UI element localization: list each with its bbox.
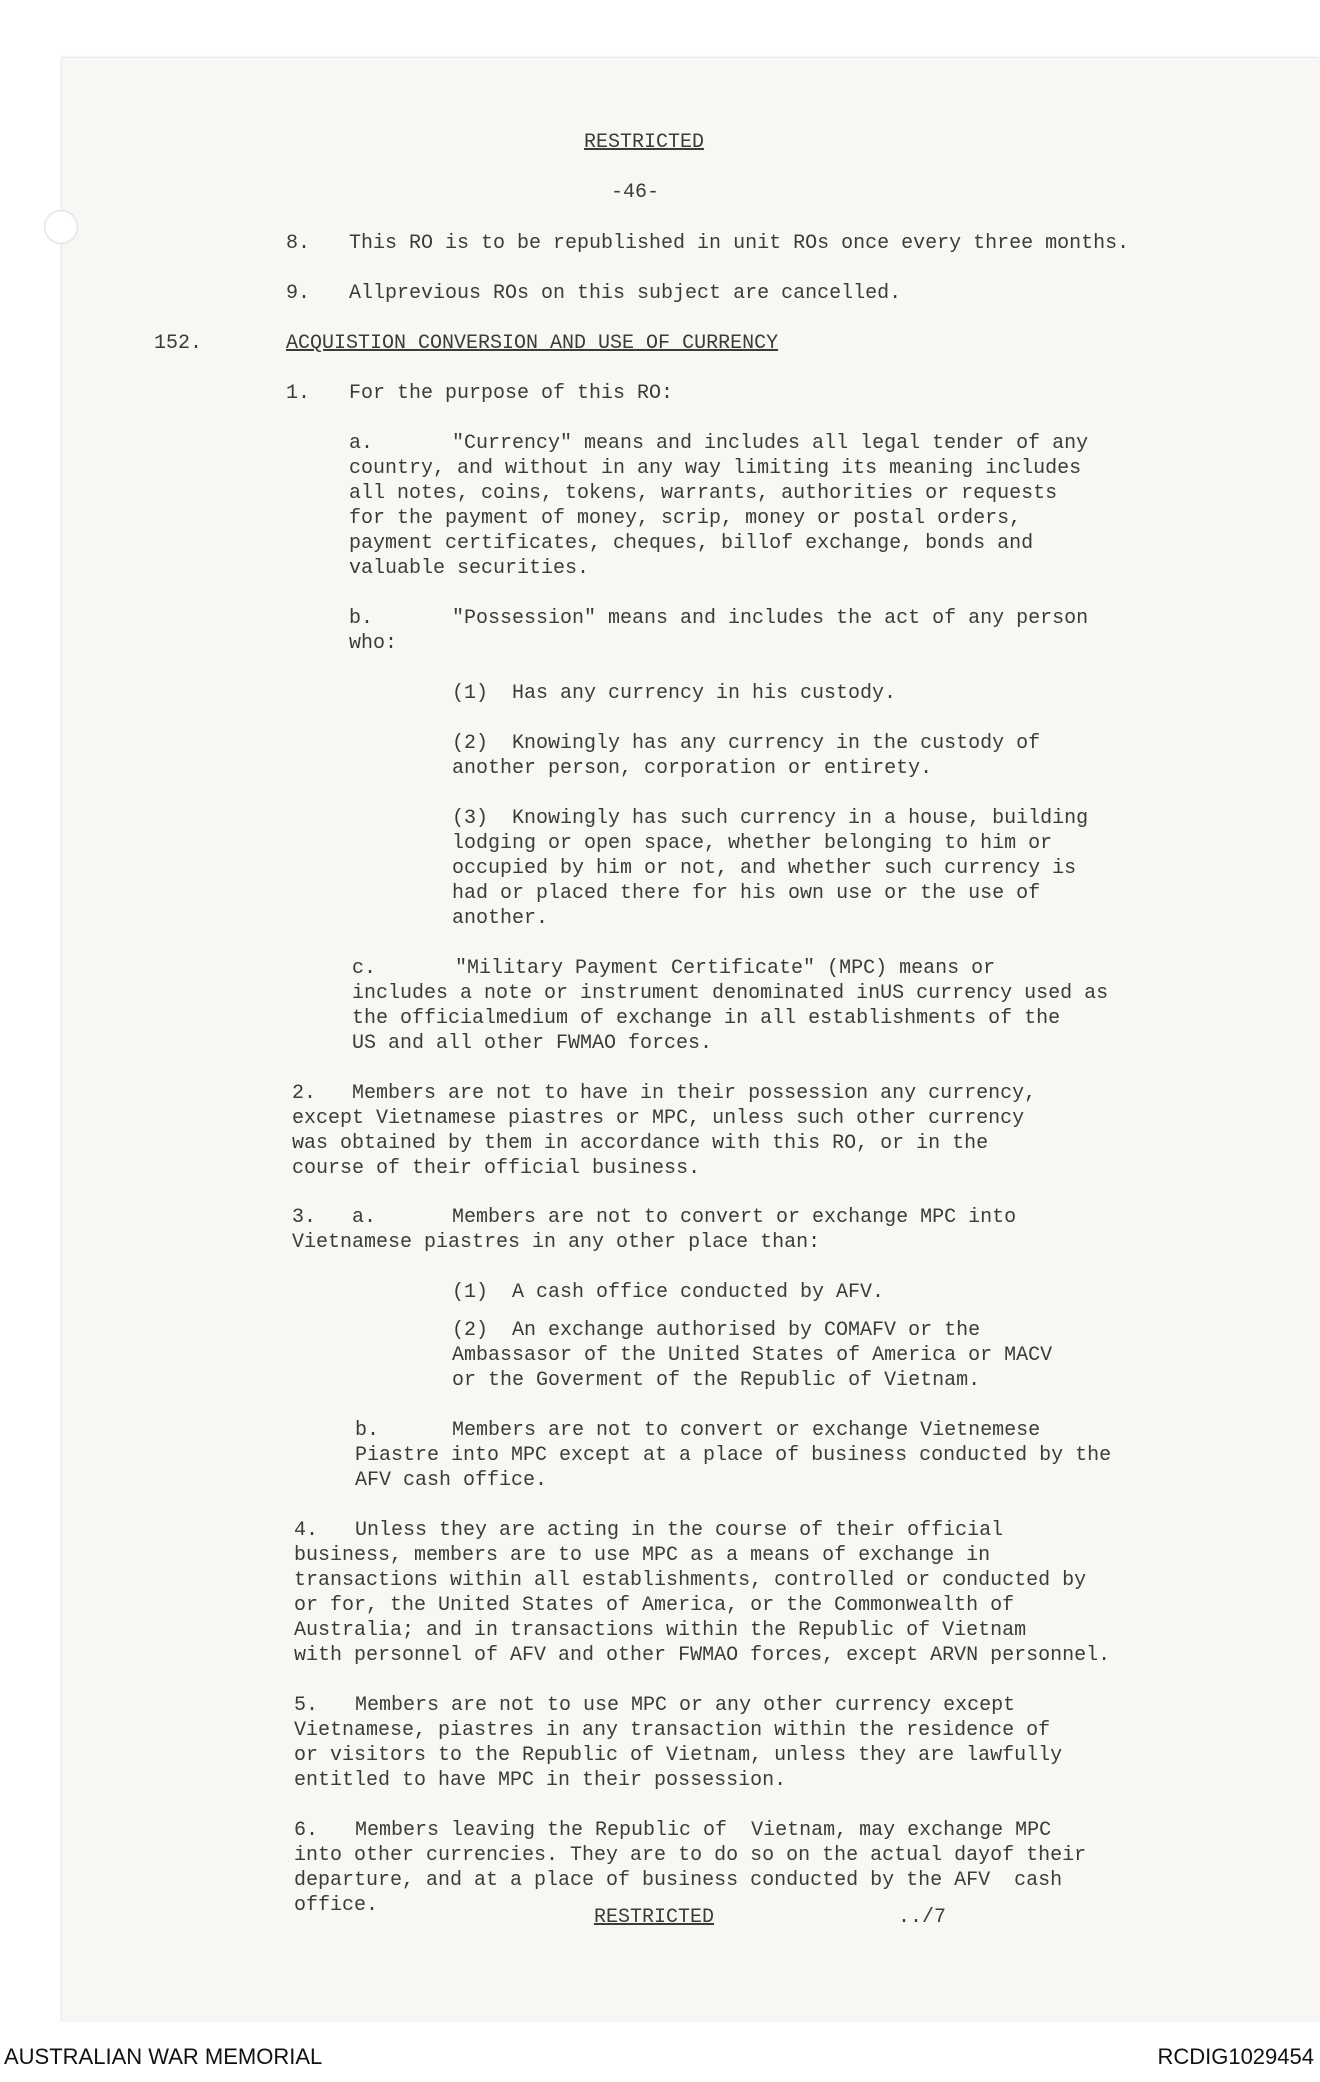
text-line: Members are not to convert or exchange MPC into xyxy=(452,1206,1017,1229)
text-line: except Vietnamese piastres or MPC, unless such other currency xyxy=(292,1107,1025,1130)
paragraph-intro: For the purpose of this RO: xyxy=(349,382,674,405)
text-line: A cash office conducted by AFV. xyxy=(512,1281,885,1304)
item-text: This RO is to be republished in unit ROs once every three months. xyxy=(349,232,1130,255)
item-number: (2) xyxy=(452,1319,489,1342)
punch-hole xyxy=(44,210,78,244)
text-line: US and all other FWMAO forces. xyxy=(352,1032,713,1055)
header-classification: RESTRICTED xyxy=(584,131,705,154)
text-line: Piastre into MPC except at a place of business conducted by the xyxy=(355,1444,1112,1467)
paragraph-number: 4. xyxy=(294,1519,319,1542)
text-line: office. xyxy=(294,1894,379,1917)
text-line: departure, and at a place of business conducted by the AFV cash xyxy=(294,1869,1063,1892)
text-line: had or placed there for his own use or the use of xyxy=(452,882,1041,905)
subparagraph-label: b. xyxy=(355,1419,380,1442)
text-line: AFV cash office. xyxy=(355,1469,548,1492)
subparagraph-label: c. xyxy=(352,957,377,980)
paragraph-number: 2. xyxy=(292,1082,317,1105)
text-line: for the payment of money, scrip, money or postal orders, xyxy=(349,507,1022,530)
text-line: valuable securities. xyxy=(349,557,590,580)
page-number: -46- xyxy=(611,181,660,204)
text-line: occupied by him or not, and whether such currency is xyxy=(452,857,1077,880)
text-line: another. xyxy=(452,907,549,930)
text-line: into other currencies. They are to do so on the actual dayof their xyxy=(294,1844,1087,1867)
text-line: entitled to have MPC in their possession. xyxy=(294,1769,787,1792)
archive-item-id: RCDIG1029454 xyxy=(1157,2044,1314,2069)
text-line: Knowingly has such currency in a house, building xyxy=(512,807,1089,830)
text-line: or visitors to the Republic of Vietnam, unless they are lawfully xyxy=(294,1744,1063,1767)
continuation-marker: ../7 xyxy=(898,1906,947,1929)
item-text: Allprevious ROs on this subject are cancelled. xyxy=(349,282,902,305)
section-heading: ACQUISTION CONVERSION AND USE OF CURRENCY xyxy=(286,332,779,355)
text-line: who: xyxy=(349,632,398,655)
text-line: Members are not to use MPC or any other currency except xyxy=(355,1694,1016,1717)
paragraph-number: 3. xyxy=(292,1206,317,1229)
text-line: country, and without in any way limiting its meaning includes xyxy=(349,457,1082,480)
item-number: 9. xyxy=(286,282,311,305)
text-line: includes a note or instrument denominated inUS currency used as xyxy=(352,982,1109,1005)
subparagraph-label: a. xyxy=(349,432,374,455)
text-line: Vietnamese piastres in any other place than: xyxy=(292,1231,821,1254)
text-line: Australia; and in transactions within the Republic of Vietnam xyxy=(294,1619,1027,1642)
text-line: with personnel of AFV and other FWMAO forces, except ARVN personnel. xyxy=(294,1644,1111,1667)
paragraph-number: 5. xyxy=(294,1694,319,1717)
text-line: another person, corporation or entirety. xyxy=(452,757,933,780)
text-line: Members are not to have in their possession any currency, xyxy=(352,1082,1037,1105)
text-line: was obtained by them in accordance with this RO, or in the xyxy=(292,1132,989,1155)
text-line: "Currency" means and includes all legal tender of any xyxy=(452,432,1089,455)
subparagraph-label: a. xyxy=(352,1206,377,1229)
text-line: An exchange authorised by COMAFV or the xyxy=(512,1319,981,1342)
text-line: the officialmedium of exchange in all establishments of the xyxy=(352,1007,1061,1030)
item-number: 8. xyxy=(286,232,311,255)
paragraph-number: 6. xyxy=(294,1819,319,1842)
text-line: transactions within all establishments, controlled or conducted by xyxy=(294,1569,1087,1592)
text-line: or the Goverment of the Republic of Vietnam. xyxy=(452,1369,981,1392)
section-number: 152. xyxy=(154,332,203,355)
paragraph-number: 1. xyxy=(286,382,311,405)
archive-institution: AUSTRALIAN WAR MEMORIAL xyxy=(4,2044,323,2069)
text-line: Unless they are acting in the course of their official xyxy=(355,1519,1004,1542)
text-line: "Military Payment Certificate" (MPC) means or xyxy=(455,957,996,980)
text-line: Vietnamese, piastres in any transaction within the residence of xyxy=(294,1719,1051,1742)
subparagraph-label: b. xyxy=(349,607,374,630)
text-line: Has any currency in his custody. xyxy=(512,682,897,705)
text-line: all notes, coins, tokens, warrants, authorities or requests xyxy=(349,482,1058,505)
text-line: Ambassasor of the United States of America or MACV xyxy=(452,1344,1053,1367)
item-number: (3) xyxy=(452,807,489,830)
text-line: payment certificates, cheques, billof exchange, bonds and xyxy=(349,532,1034,555)
text-line: Knowingly has any currency in the custody of xyxy=(512,732,1041,755)
text-line: "Possession" means and includes the act of any person xyxy=(452,607,1089,630)
text-line: lodging or open space, whether belonging to him or xyxy=(452,832,1053,855)
item-number: (1) xyxy=(452,1281,489,1304)
item-number: (1) xyxy=(452,682,489,705)
text-line: Members leaving the Republic of Vietnam, may exchange MPC xyxy=(355,1819,1052,1842)
text-line: business, members are to use MPC as a means of exchange in xyxy=(294,1544,991,1567)
text-line: Members are not to convert or exchange Vietnemese xyxy=(452,1419,1041,1442)
footer-classification: RESTRICTED xyxy=(594,1906,715,1929)
text-line: course of their official business. xyxy=(292,1157,701,1180)
item-number: (2) xyxy=(452,732,489,755)
text-line: or for, the United States of America, or the Commonwealth of xyxy=(294,1594,1015,1617)
